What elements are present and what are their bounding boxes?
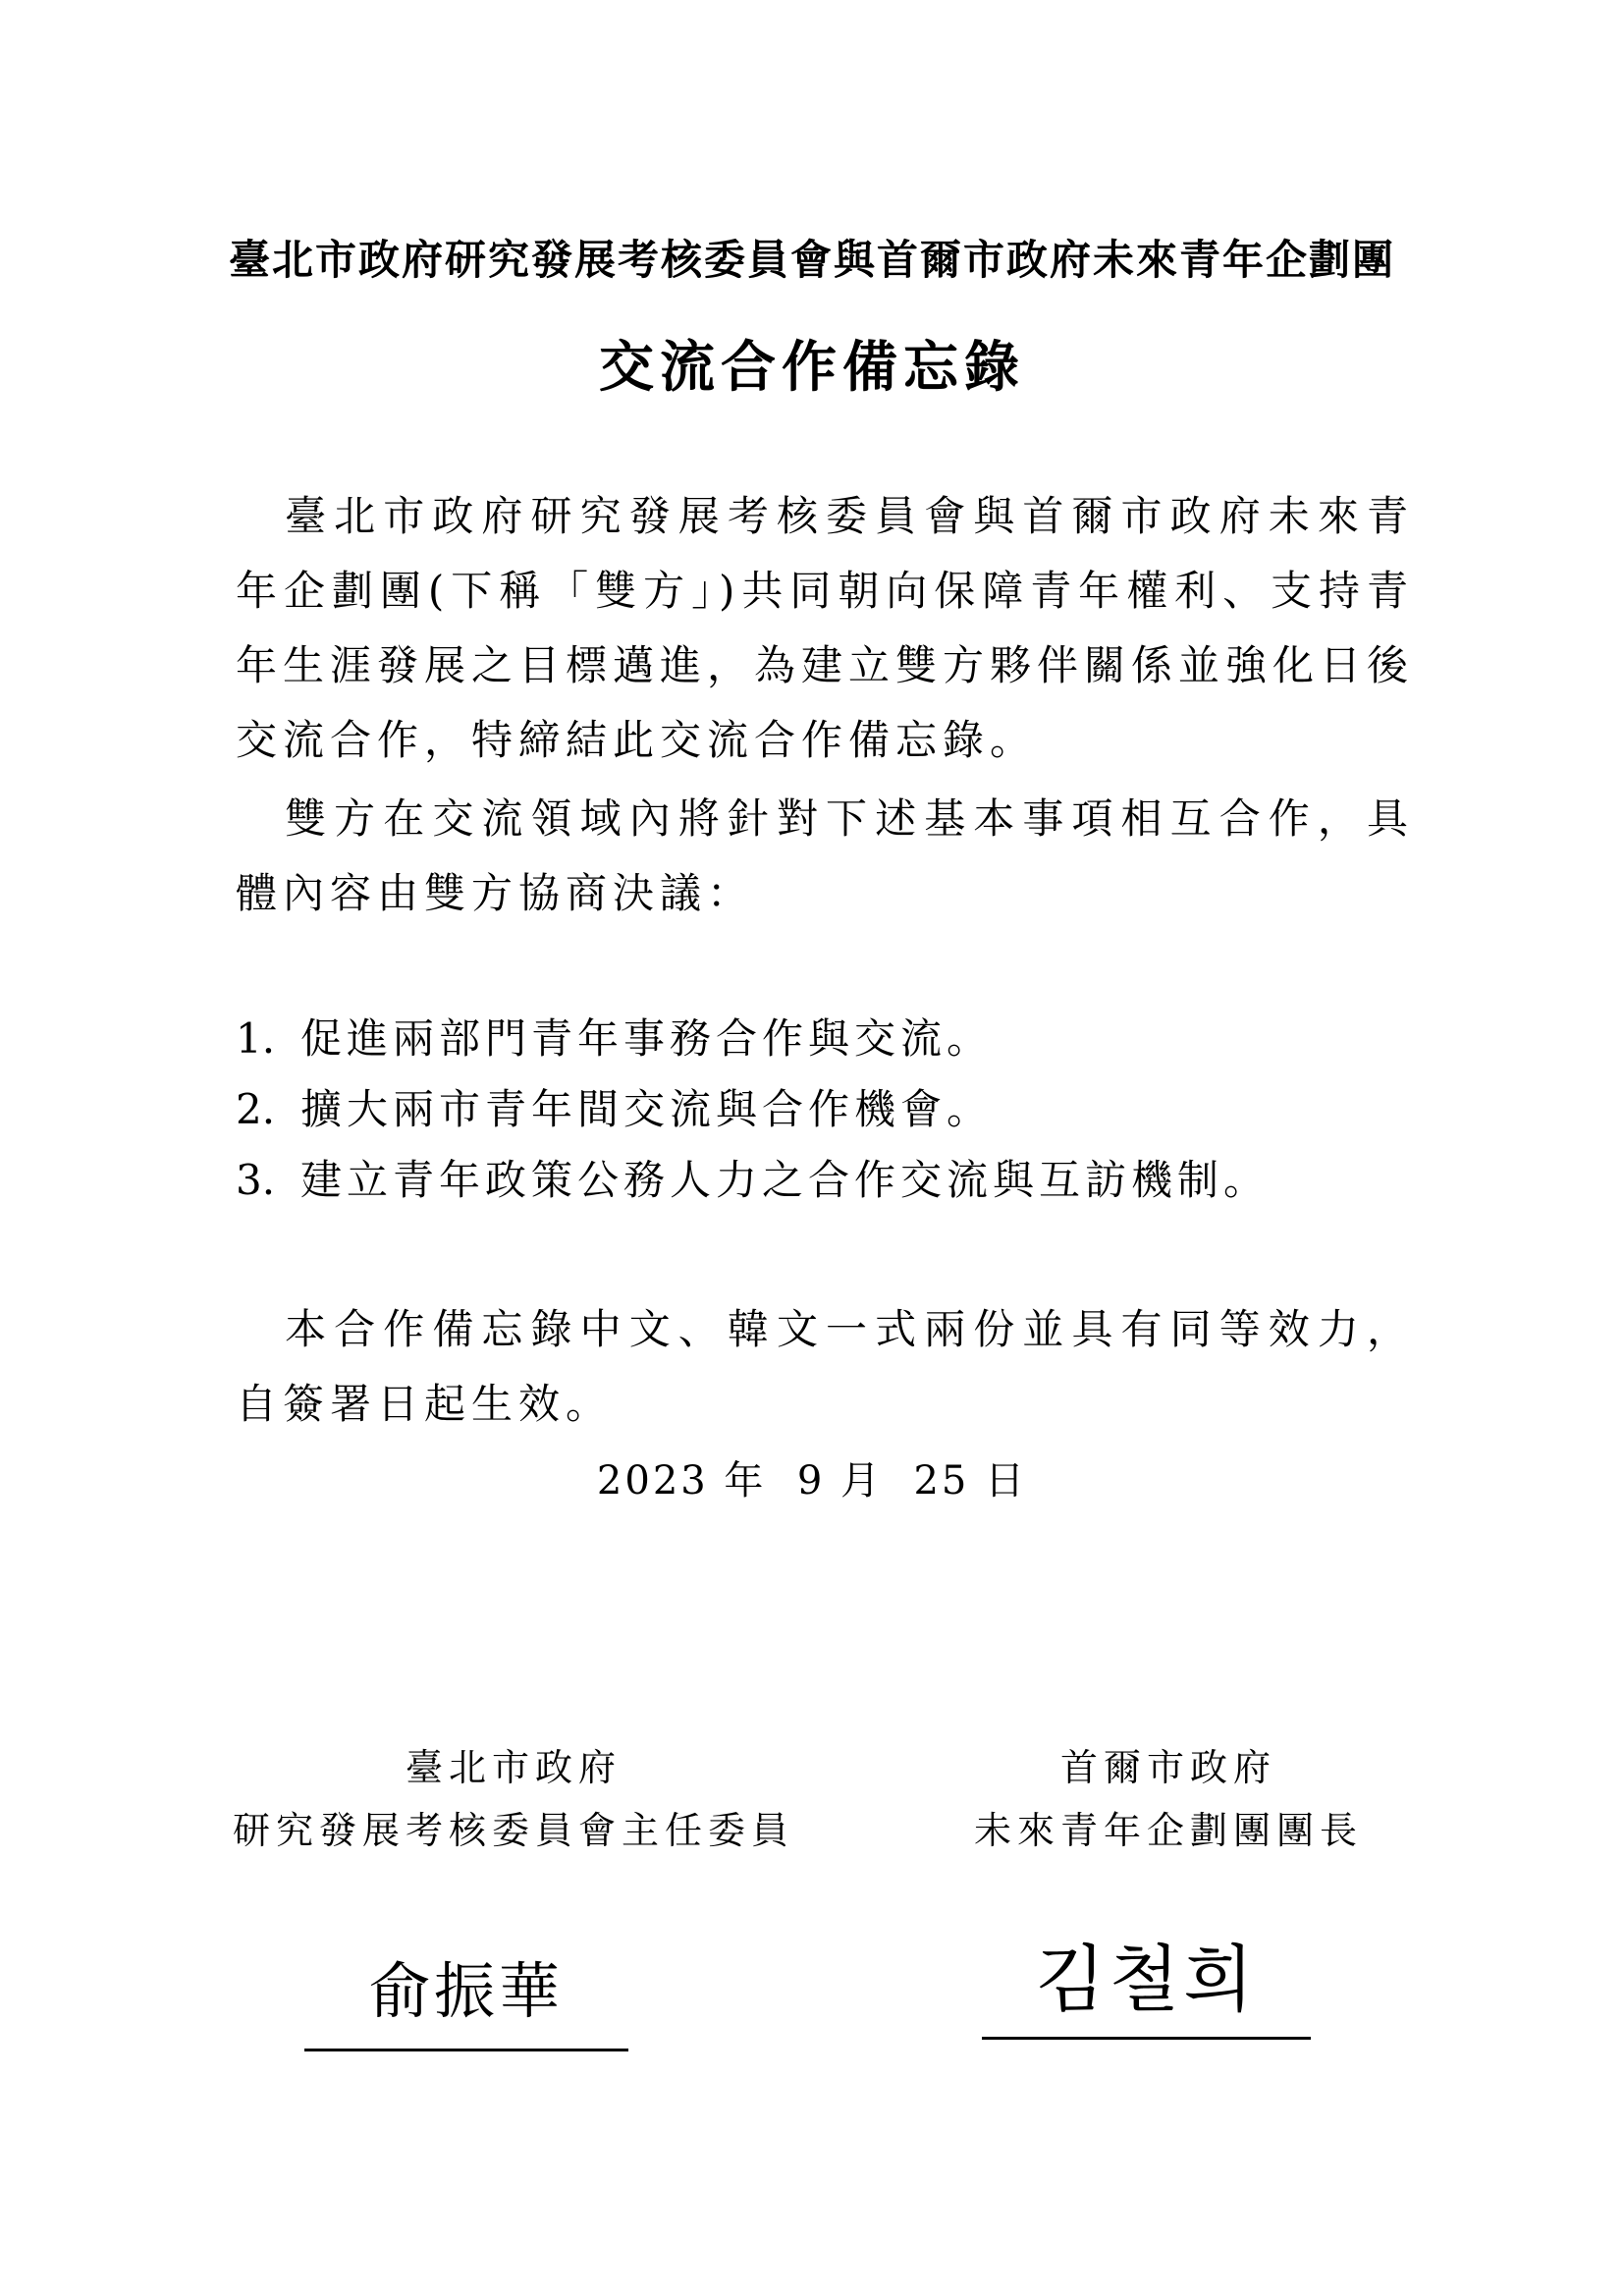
- cooperation-paragraph: [236, 782, 1414, 931]
- right-signature-name: 김철희: [1035, 1938, 1258, 2022]
- cooperation-items-list: [236, 1004, 1414, 1216]
- list-item-text: 建立青年政策公務人力之合作交流與互訪機制。: [300, 1156, 1271, 1204]
- left-signatory-block: [214, 1736, 813, 1862]
- list-item-text: 促進兩部門青年事務合作與交流。: [300, 1014, 994, 1063]
- left-signature: [304, 1942, 628, 2051]
- cooperation-paragraph-text: 雙方在交流領域內將針對下述基本事項相互合作，具體內容由雙方協商決議：: [236, 794, 1414, 917]
- right-signatory-org: 首爾市政府: [1059, 1746, 1276, 1789]
- intro-paragraph: [236, 479, 1414, 778]
- left-signatory-org: 臺北市政府: [405, 1746, 622, 1789]
- list-item-text: 擴大兩市青年間交流與合作機會。: [300, 1085, 994, 1133]
- list-item-number: 1.: [236, 1014, 276, 1063]
- effect-paragraph: [236, 1292, 1414, 1442]
- list-item-number: 2.: [236, 1085, 276, 1133]
- list-item: [236, 1004, 1414, 1074]
- list-item: [236, 1074, 1414, 1145]
- right-signatory-title: 未來青年企劃團團長: [973, 1809, 1363, 1852]
- right-signature-line: [982, 2037, 1311, 2040]
- list-item-number: 3.: [236, 1156, 276, 1204]
- intro-paragraph-text: 臺北市政府研究發展考核委員會與首爾市政府未來青年企劃團(下稱「雙方」)共同朝向保障青年權利、支持青年生涯發展之目標邁進，為建立雙方夥伴關係並強化日後交流合作，特締結此交流合作備忘錄。: [236, 492, 1415, 764]
- left-signature-line: [304, 2049, 628, 2051]
- list-item: [236, 1145, 1414, 1216]
- document-title-line2: 交流合作備忘錄: [599, 336, 1025, 400]
- left-signature-name: 俞振華: [368, 1955, 564, 2027]
- right-signatory-block: [884, 1736, 1453, 1862]
- left-signatory-title: 研究發展考核委員會主任委員: [232, 1809, 794, 1852]
- effect-paragraph-text: 本合作備忘錄中文、韓文一式兩份並具有同等效力，自簽署日起生效。: [236, 1305, 1414, 1428]
- signing-date: 2023 年 9 月 25 日: [596, 1458, 1028, 1503]
- right-signature: [982, 1931, 1311, 2040]
- document-title-line1: 臺北市政府研究發展考核委員會與首爾市政府未來青年企劃團: [228, 236, 1395, 284]
